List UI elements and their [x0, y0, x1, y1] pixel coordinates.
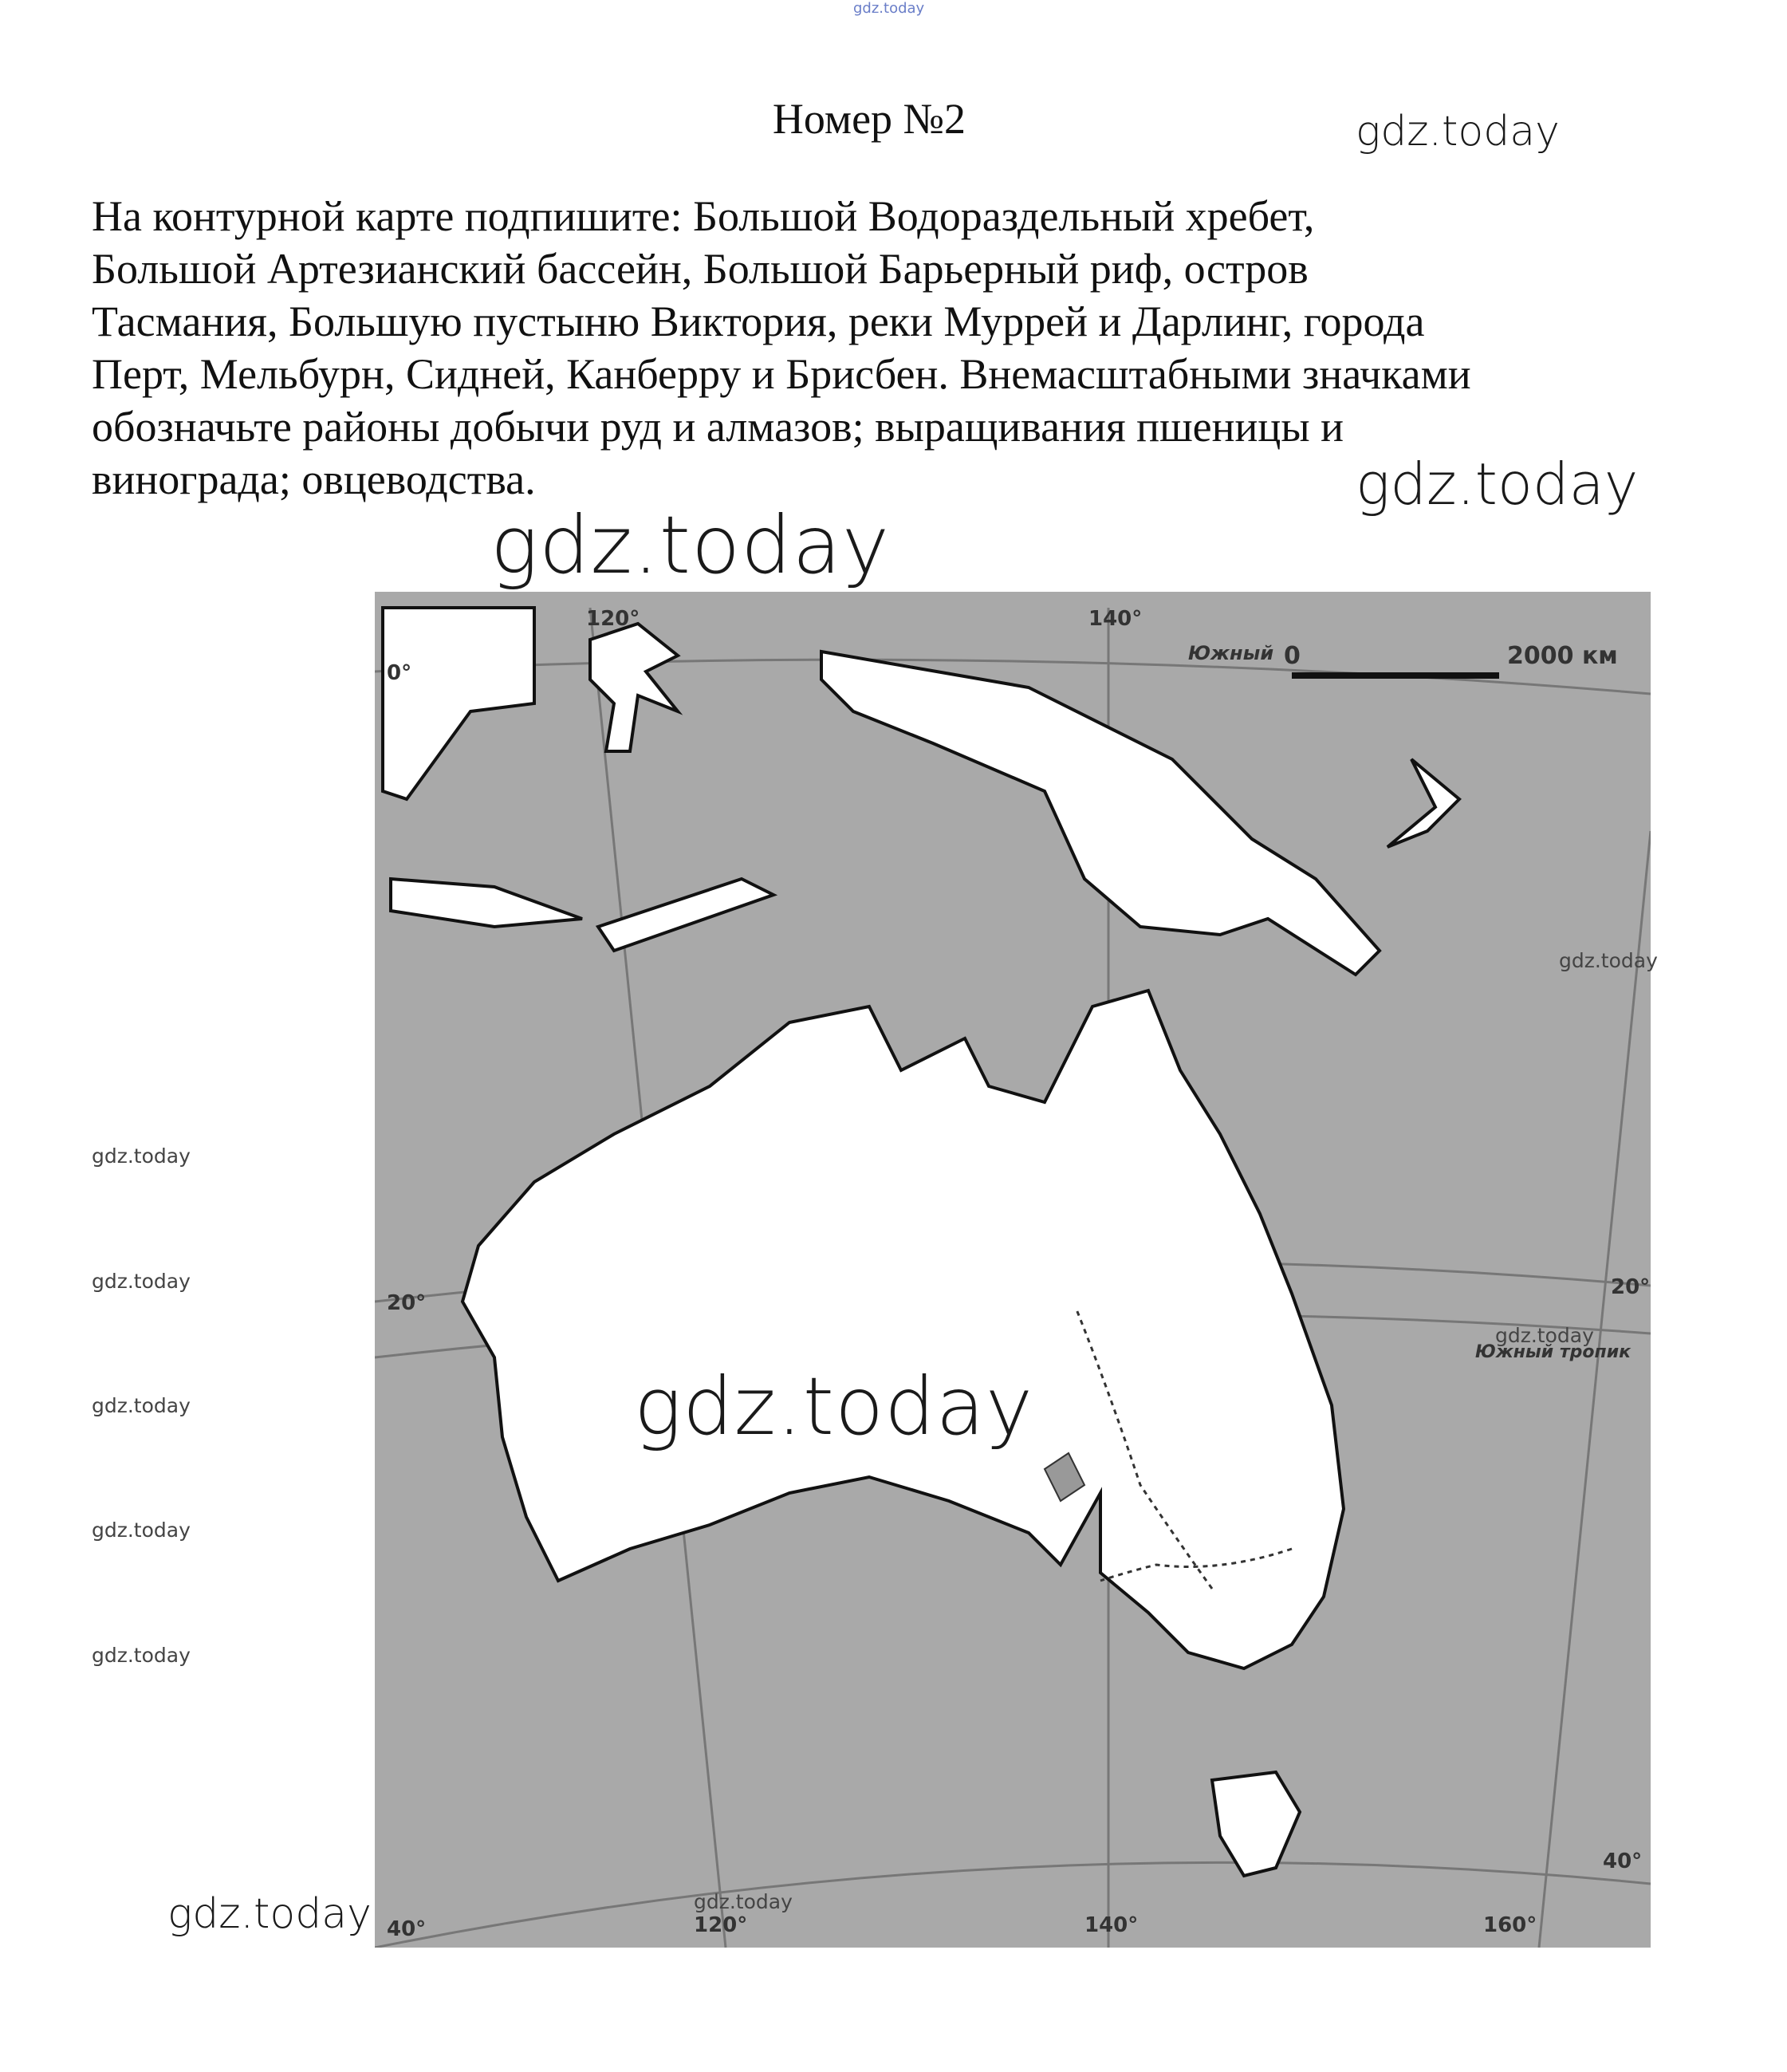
watermark-small: gdz.today — [92, 1144, 191, 1168]
lat-40-label-right: 40° — [1603, 1849, 1643, 1873]
watermark: gdz.today — [1356, 451, 1639, 518]
task-line: На контурной карте подпишите: Большой Водораздельный хребет, — [92, 192, 1315, 240]
lat-40-label: 40° — [387, 1917, 427, 1941]
task-line: Тасмания, Большую пустыню Виктория, реки Муррей и Дарлинг, города — [92, 297, 1425, 345]
lon-160-label: 160° — [1483, 1913, 1537, 1937]
task-line: винограда; овцеводства. — [92, 455, 536, 503]
scale-end-label: 2000 км — [1507, 642, 1618, 670]
watermark-small: gdz.today — [694, 1890, 793, 1913]
page-title: Номер №2 — [772, 95, 966, 143]
watermark-small: gdz.today — [1559, 949, 1658, 972]
scale-start-label: 0 — [1284, 642, 1301, 670]
lon-120-label: 120° — [694, 1913, 748, 1937]
task-line: Перт, Мельбурн, Сидней, Канберру и Брисбен. Внемасштабными значками — [92, 350, 1471, 398]
equator-name-label: Южный — [1188, 642, 1274, 664]
watermark-large: gdz.today — [634, 1360, 1034, 1453]
equator-label: 0° — [387, 661, 412, 685]
contour-map-australia — [375, 592, 1651, 1948]
watermark-small: gdz.today — [92, 1519, 191, 1542]
watermark-top: gdz.today — [853, 0, 925, 17]
lon-140-label: 140° — [1084, 1913, 1139, 1937]
watermark: gdz.today — [167, 1890, 372, 1938]
lat-20-label-right: 20° — [1611, 1275, 1651, 1299]
lon-120-top-label: 120° — [586, 607, 640, 631]
lon-140-top-label: 140° — [1088, 607, 1143, 631]
watermark-small: gdz.today — [92, 1394, 191, 1417]
task-line: Большой Артезианский бассейн, Большой Барьерный риф, остров — [92, 245, 1309, 293]
watermark: gdz.today — [1356, 108, 1560, 156]
watermark-small: gdz.today — [1495, 1324, 1594, 1347]
watermark-small: gdz.today — [92, 1270, 191, 1293]
task-line: обозначьте районы добычи руд и алмазов; выращивания пшеницы и — [92, 403, 1344, 451]
lat-20-label: 20° — [387, 1291, 427, 1315]
watermark-small: gdz.today — [92, 1644, 191, 1667]
tropic-label: Южный тропик — [1475, 1342, 1632, 1362]
watermark-large: gdz.today — [490, 498, 891, 592]
